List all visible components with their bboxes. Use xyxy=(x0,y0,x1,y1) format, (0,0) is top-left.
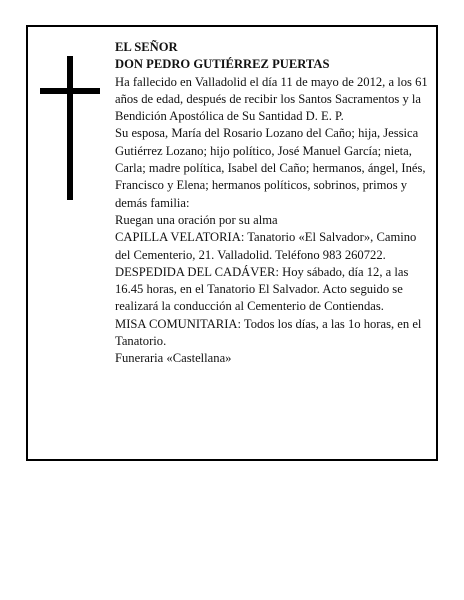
prayer-request: Ruegan una oración por su alma xyxy=(115,212,278,227)
death-announcement: Ha fallecido en Valladolid el día 11 de mayo de 2012, a los 61 años de edad, después de recibir los Santos Sacramentos y la Bendición Apostólica de Su Santidad D. E. P. xyxy=(115,74,428,124)
cross-vertical-bar xyxy=(67,56,73,200)
cross-icon xyxy=(40,56,100,200)
funeral-home: Funeraria «Castellana» xyxy=(115,351,232,366)
wake-location: CAPILLA VELATORIA: Tanatorio «El Salvador», Camino del Cementerio, 21. Valladolid. Teléfono 983 260722. xyxy=(115,230,417,262)
notice-text xyxy=(115,39,433,368)
notice-title-line1: EL SEÑOR xyxy=(115,40,178,54)
obituary-notice xyxy=(26,25,438,461)
cross-horizontal-bar xyxy=(40,88,100,94)
family-list: Su esposa, María del Rosario Lozano del Caño; hija, Jessica Gutiérrez Lozano; hijo político, José Manuel García; nieta, Carla; madre política, Isabel del Caño; hermanos, ángel, Inés, Francisco y Elena; hermanos políticos, sobrinos, primos y demás familia: xyxy=(115,126,426,210)
funeral-farewell: DESPEDIDA DEL CADÁVER: Hoy sábado, día 12, a las 16.45 horas, en el Tanatorio El Salvador. Acto seguido se realizará la conducción al Cementerio de Contiendas. xyxy=(115,264,409,314)
deceased-name: DON PEDRO GUTIÉRREZ PUERTAS xyxy=(115,57,330,72)
community-mass: MISA COMUNITARIA: Todos los días, a las 1o horas, en el Tanatorio. xyxy=(115,316,422,349)
